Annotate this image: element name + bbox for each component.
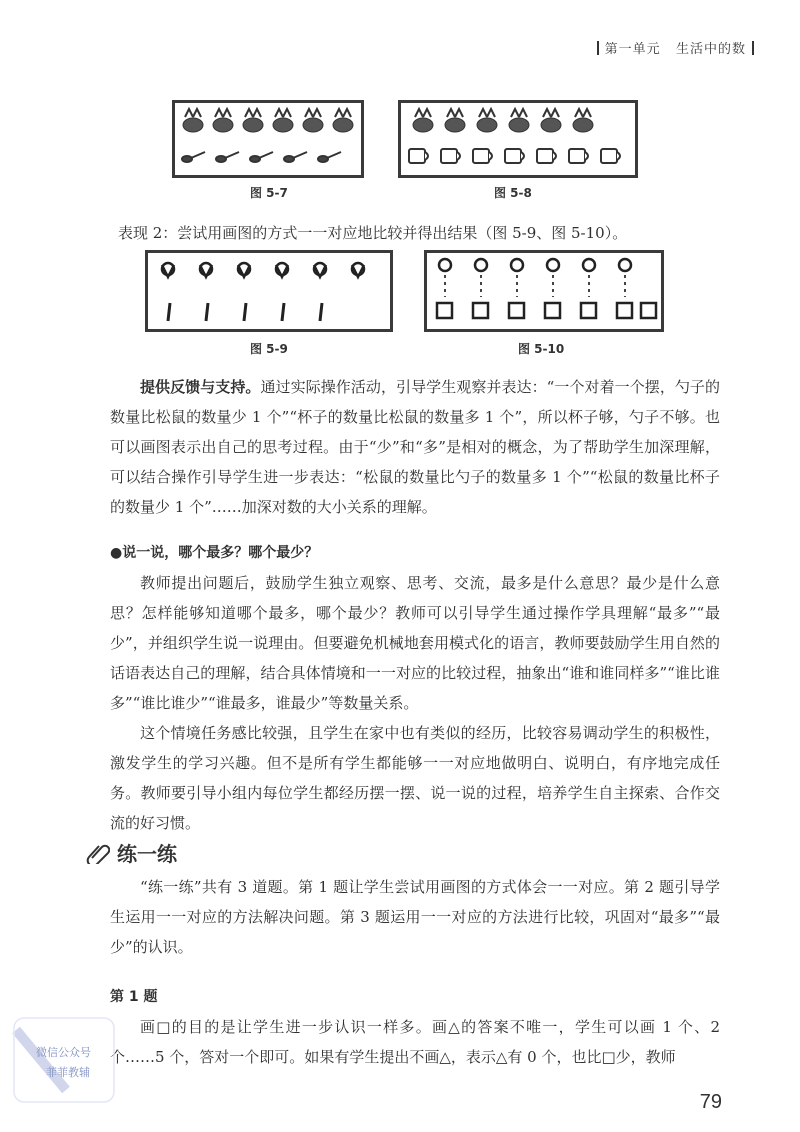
spoon-icon xyxy=(216,152,239,162)
shuo-paragraph-2: 这个情境任务感比较强，且学生在家中也有类似的经历，比较容易调动学生的积极性，激发学生的学习兴趣。但不是所有学生都能够一一对应地做明白、说明白，有序地完成任务。教师要引导小组内每位学生都经历摆一摆、说一说的过程，培养学生自主探索、合作交流的好习惯。 xyxy=(110,724,720,832)
squirrel-icon xyxy=(303,109,323,132)
drawn-square-icon xyxy=(437,303,452,318)
spoon-icon xyxy=(284,152,307,162)
drawn-squirrel-icon xyxy=(200,263,212,277)
spoon-icon xyxy=(318,152,341,162)
figure-5-8 xyxy=(398,100,638,178)
shuo-heading: ●说一说，哪个最多？哪个最少？ xyxy=(110,545,319,561)
cup-icon xyxy=(537,149,556,163)
shuo-paragraph-1: 教师提出问题后，鼓励学生独立观察、思考、交流，最多是什么意思？最少是什么意思？怎样能够知道哪个最多，哪个最少？教师可以引导学生通过操作学具理解“最多”“最少”，并组织学生说一说理由。但要避免机械地套用模式化的语言，教师要鼓励学生用自然的话语表达自己的理解，结合具体情境和一一对应的比较过程，抽象出“谁和谁同样多”“谁比谁多”“谁比谁少”“谁最多，谁最少”等数量关系。 xyxy=(110,574,720,712)
drawn-squirrel-icon xyxy=(352,263,364,277)
squirrel-icon xyxy=(445,109,465,132)
squirrels-spoons-illustration xyxy=(175,103,361,175)
paperclip-icon xyxy=(86,842,110,864)
figure-5-10 xyxy=(424,250,664,332)
figure-5-7 xyxy=(172,100,364,178)
question-1-body: 画□的目的是让学生进一步认识一样多。画△的答案不唯一，学生可以画 1 个、2 个……5 个，答对一个即可。如果有学生提出不画△，表示△有 0 个，也比□少，教师 xyxy=(110,1018,720,1066)
drawn-square-icon xyxy=(641,303,656,318)
squirrel-icon xyxy=(573,109,593,132)
drawn-squirrel-icon xyxy=(276,263,288,277)
drawn-square-icon xyxy=(545,303,560,318)
drawn-squirrel-icon xyxy=(162,263,174,277)
drawn-spoon-icon xyxy=(320,303,322,321)
figure-5-9 xyxy=(145,250,393,332)
watermark xyxy=(6,1010,122,1106)
cup-icon xyxy=(441,149,460,163)
drawn-squirrel-icon xyxy=(314,263,326,277)
question-1-title: 第 1 题 xyxy=(110,989,158,1005)
header-divider xyxy=(752,41,754,55)
feedback-lead: 提供反馈与支持。 xyxy=(140,378,261,396)
cup-icon xyxy=(473,149,492,163)
cup-icon xyxy=(505,149,524,163)
drawn-squirrels-lines xyxy=(148,253,390,329)
squirrels-cups-illustration xyxy=(401,103,635,175)
squirrel-icon xyxy=(243,109,263,132)
squirrel-icon xyxy=(273,109,293,132)
drawn-circle-icon xyxy=(619,259,631,271)
header-unit: 第一单元 xyxy=(604,42,661,57)
squirrel-icon xyxy=(541,109,561,132)
cup-icon xyxy=(601,149,620,163)
drawn-squirrel-icon xyxy=(238,263,250,277)
header-title: 生活中的数 xyxy=(675,42,746,57)
page-number: 79 xyxy=(699,1091,722,1113)
running-header xyxy=(591,38,760,57)
squirrel-icon xyxy=(509,109,529,132)
figure-5-8-caption: 图 5-8 xyxy=(494,186,532,200)
drawn-square-icon xyxy=(473,303,488,318)
squirrel-icon xyxy=(333,109,353,132)
drawn-circle-icon xyxy=(583,259,595,271)
drawn-spoon-icon xyxy=(282,303,284,321)
feedback-section xyxy=(110,372,720,522)
spoon-icon xyxy=(250,152,273,162)
practice-intro-section xyxy=(110,872,720,962)
practice-title: 练一练 xyxy=(116,842,177,866)
shuo-section xyxy=(110,538,720,838)
figure-5-10-caption: 图 5-10 xyxy=(518,342,565,356)
figure-5-7-caption: 图 5-7 xyxy=(250,186,288,200)
spoon-icon xyxy=(182,152,205,162)
squirrel-icon xyxy=(183,109,203,132)
expression-2 xyxy=(118,218,738,248)
drawn-spoon-icon xyxy=(244,303,246,321)
drawn-circle-icon xyxy=(511,259,523,271)
drawn-spoon-icon xyxy=(168,303,170,321)
watermark-line-1: 微信公众号 xyxy=(36,1046,91,1059)
expression-2-text: 表现 2：尝试用画图的方式一一对应地比较并得出结果（图 5-9、图 5-10）。 xyxy=(118,224,628,242)
drawn-square-icon xyxy=(509,303,524,318)
squirrel-icon xyxy=(413,109,433,132)
drawn-square-icon xyxy=(617,303,632,318)
squirrel-icon xyxy=(477,109,497,132)
drawn-circle-icon xyxy=(547,259,559,271)
cup-icon xyxy=(409,149,428,163)
feedback-paragraph xyxy=(110,372,720,522)
squirrel-icon xyxy=(213,109,233,132)
question-1-section xyxy=(110,982,720,1072)
feedback-body: 通过实际操作活动，引导学生观察并表达：“一个对着一个摆，勺子的数量比松鼠的数量少 1 个”“杯子的数量比松鼠的数量多 1 个”，所以杯子够，勺子不够。也可以画图表示出自己的思考过程。由于“少”和“多”是相对的概念，为了帮助学生加深理解，可以结合操作引导学生进一步表达：“松鼠的数量比勺子的数量多 1 个”“松鼠的数量比杯子的数量少 1 个”……加深对数的大小关系的理解。 xyxy=(110,378,720,516)
header-divider xyxy=(597,41,599,55)
drawn-circle-icon xyxy=(475,259,487,271)
drawn-square-icon xyxy=(581,303,596,318)
practice-title-block xyxy=(86,838,177,867)
figure-5-9-caption: 图 5-9 xyxy=(250,342,288,356)
watermark-line-2: 菲菲教辅 xyxy=(46,1066,90,1079)
practice-intro: “练一练”共有 3 道题。第 1 题让学生尝试用画图的方式体会一一对应。第 2 题引导学生运用一一对应的方法解决问题。第 3 题运用一一对应的方法进行比较，巩固对“最多”“最少”的认识。 xyxy=(110,878,720,956)
cup-icon xyxy=(569,149,588,163)
drawn-spoon-icon xyxy=(206,303,208,321)
drawn-circles-squares xyxy=(427,253,661,329)
drawn-circle-icon xyxy=(439,259,451,271)
